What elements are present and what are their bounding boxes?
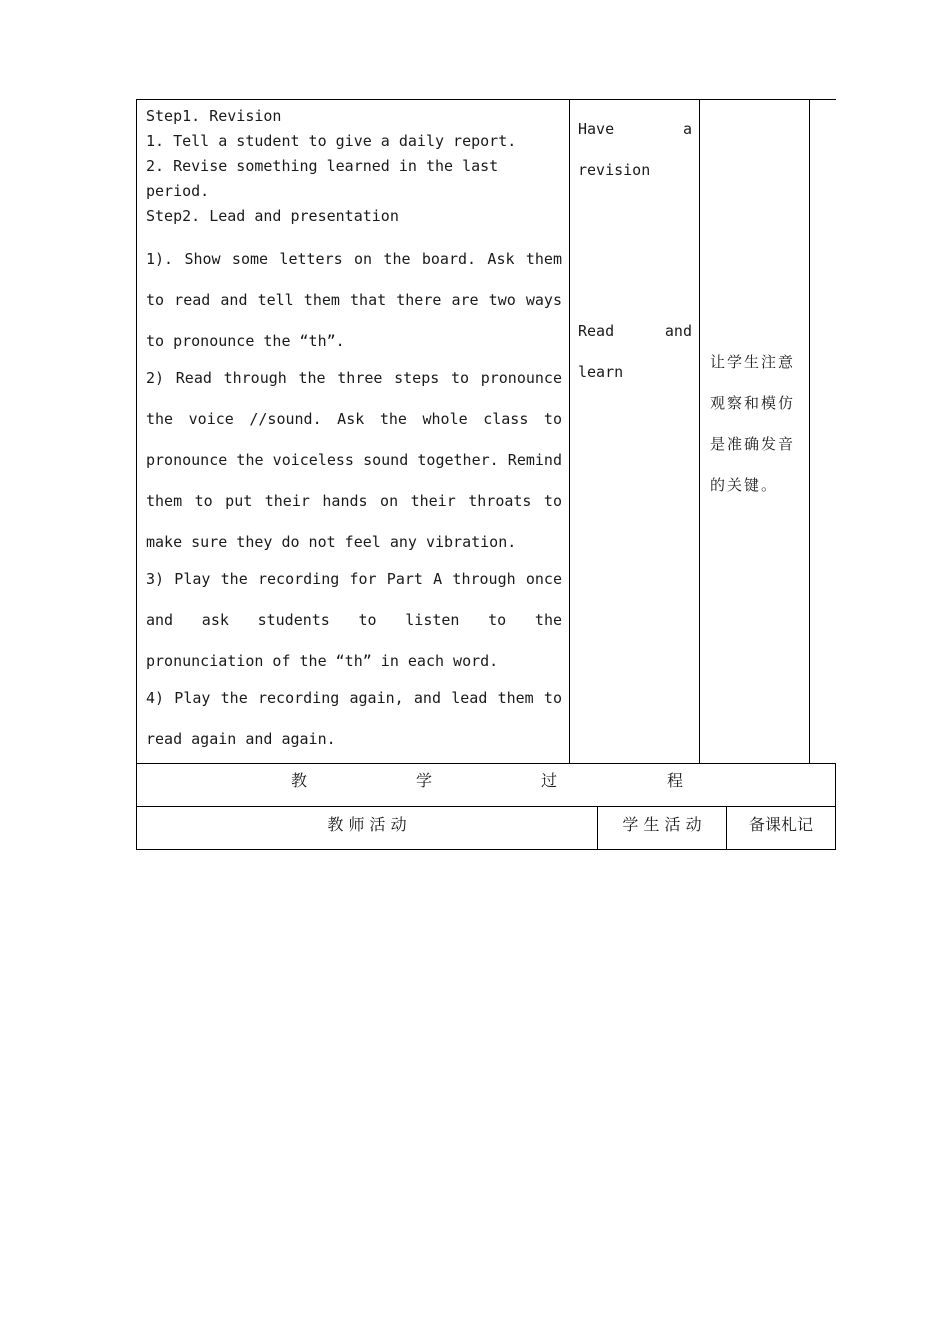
presentation-paragraph-3: 3) Play the recording for Part A through once and ask students to listen to the pronunciation of the “th” in each word. <box>146 570 562 670</box>
lesson-notes: 让学生注意观察和模仿是准确发音的关键。 <box>710 353 796 494</box>
title-char-3: 过 <box>541 771 558 790</box>
step2-title: Step2. Lead and presentation <box>146 207 399 225</box>
step1-title: Step1. Revision <box>146 107 282 125</box>
presentation-paragraph-1: 1). Show some letters on the board. Ask them to read and tell them that there are two ways to pronounce the “th”. <box>146 250 562 350</box>
lower-table-right-border <box>835 763 836 850</box>
lower-table-top-border <box>136 763 836 764</box>
col-header-teacher-activity: 教 师 活 动 <box>327 815 407 834</box>
presentation-paragraph-2: 2) Read through the three steps to pronounce the voice //sound. Ask the whole class to pronounce the voiceless sound together. Remind them to put their hands on their throats to make sure they do not feel any vibration. <box>146 369 562 551</box>
lower-table-bottom-border <box>136 849 836 850</box>
teacher-activity-cell <box>146 104 562 760</box>
presentation-paragraph-4: 4) Play the recording again, and lead them to read again and again. <box>146 689 562 748</box>
title-char-2: 学 <box>416 771 433 790</box>
student-activity-read-learn: Read and learn <box>578 322 692 381</box>
lower-table-middle-border <box>136 806 836 807</box>
lower-table-left-border <box>136 763 137 850</box>
upper-table-top-border <box>136 99 836 100</box>
step1-item-1: 1. Tell a student to give a daily report. <box>146 132 517 150</box>
upper-table-divider-3 <box>809 99 810 764</box>
upper-table-left-border <box>136 99 137 764</box>
upper-table-divider-2 <box>699 99 700 764</box>
title-char-4: 程 <box>667 771 684 790</box>
col-header-notes: 备课札记 <box>748 815 813 834</box>
upper-table-divider-1 <box>569 99 570 764</box>
col-header-student-activity: 学 生 活 动 <box>622 815 702 834</box>
student-activity-revision: Have a revision <box>578 120 692 179</box>
step1-item-2: 2. Revise something learned in the last period. <box>146 157 499 200</box>
title-char-1: 教 <box>291 771 308 790</box>
